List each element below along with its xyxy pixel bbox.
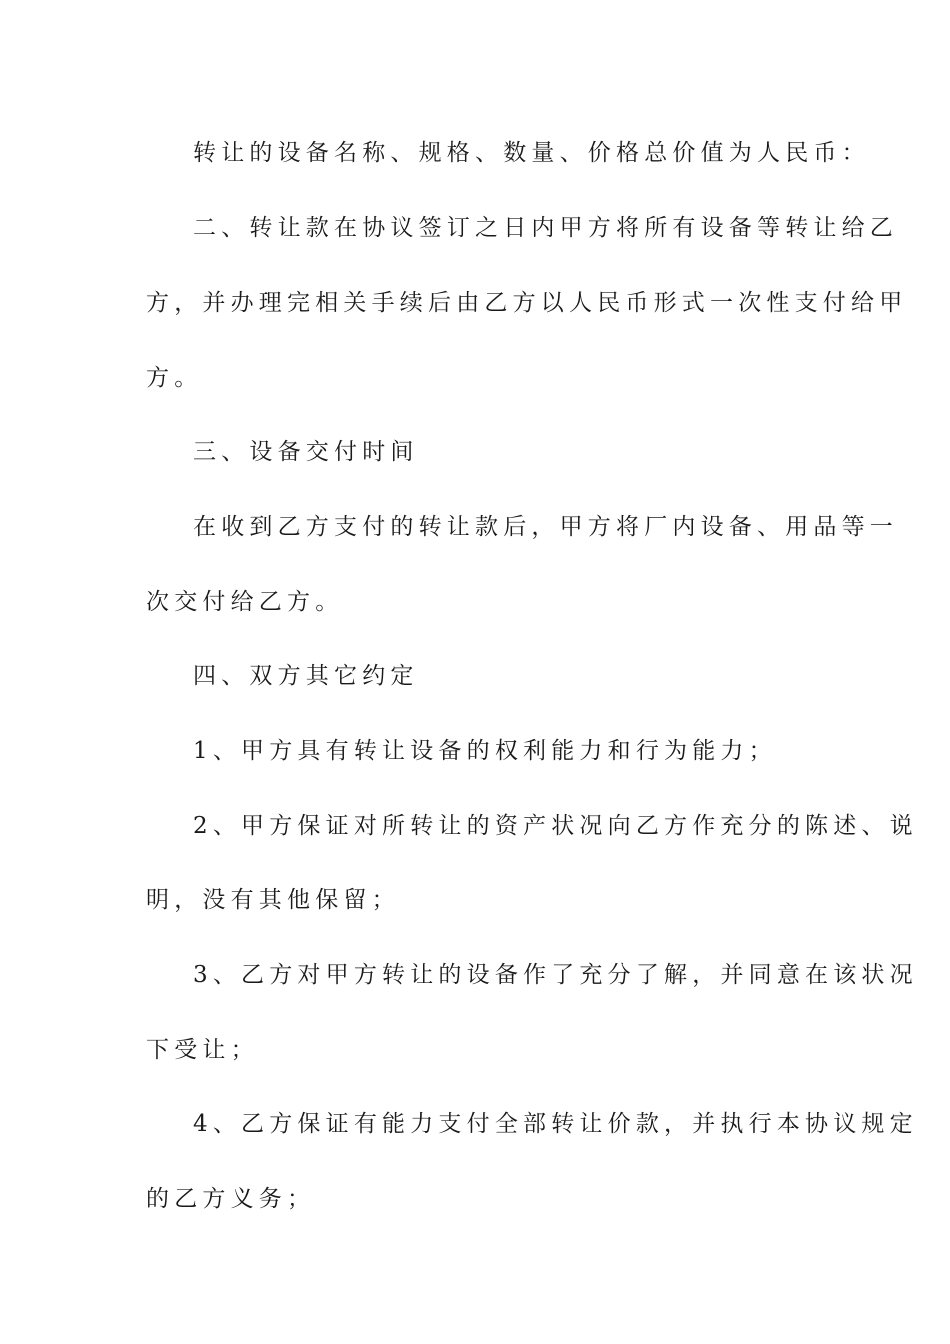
- item-4-line-2: 的乙方义务；: [146, 1186, 316, 1212]
- clause-3-line-1: 在收到乙方支付的转让款后，甲方将厂内设备、用品等一: [193, 514, 898, 540]
- item-4-line-1: 4、乙方保证有能力支付全部转让价款，并执行本协议规定: [193, 1111, 918, 1137]
- clause-3-line-2: 次交付给乙方。: [146, 589, 344, 615]
- item-1: 1、甲方具有转让设备的权利能力和行为能力；: [193, 738, 777, 764]
- item-3-line-2: 下受让；: [146, 1037, 259, 1063]
- item-2-line-1: 2、甲方保证对所转让的资产状况向乙方作充分的陈述、说: [193, 813, 918, 839]
- clause-3-heading: 三、设备交付时间: [193, 439, 419, 465]
- item-3-line-1: 3、乙方对甲方转让的设备作了充分了解，并同意在该状况: [193, 962, 918, 988]
- item-2-line-2: 明，没有其他保留；: [146, 887, 400, 913]
- clause-2-line-3: 方。: [146, 365, 203, 391]
- clause-2-line-1: 二、转让款在协议签订之日内甲方将所有设备等转让给乙: [193, 215, 898, 241]
- clause-4-heading: 四、双方其它约定: [193, 663, 419, 689]
- paragraph-equipment-value: 转让的设备名称、规格、数量、价格总价值为人民币：: [193, 140, 870, 166]
- clause-2-line-2: 方，并办理完相关手续后由乙方以人民币形式一次性支付给甲: [146, 290, 908, 316]
